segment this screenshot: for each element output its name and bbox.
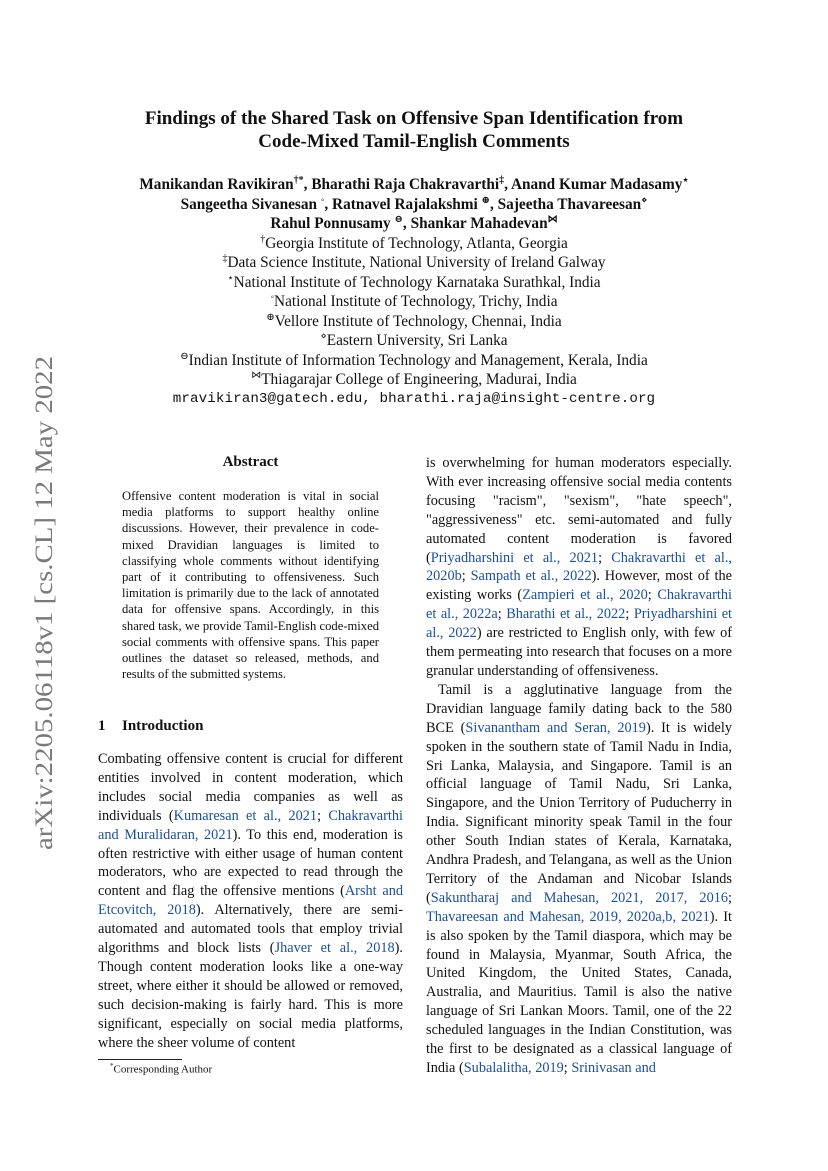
author-name: Anand Kumar Madasamy: [510, 176, 683, 193]
affiliation: [0, 234, 828, 254]
author-name: Ratnavel Rajalakshmi: [332, 195, 478, 213]
citation-link[interactable]: Thavareesan and Mahesan, 2019, 2020a,b, 2021: [426, 908, 710, 925]
affiliation: [0, 351, 828, 371]
citation-link[interactable]: Bharathi et al., 2022: [506, 606, 626, 623]
citation-link[interactable]: Kumaresan et al., 2021: [173, 807, 318, 824]
body-paragraph: [426, 454, 732, 681]
citation-link[interactable]: Sampath et al., 2022: [470, 568, 592, 585]
affiliation-mark: ⊕: [266, 311, 275, 323]
author-mark: ◦: [320, 194, 325, 206]
affiliation-text: Thiagarajar College of Engineering, Madurai, India: [261, 371, 577, 388]
affiliation-mark: ‡: [222, 252, 228, 264]
author-name: Manikandan Ravikiran: [139, 176, 294, 193]
footnote: [110, 1062, 212, 1076]
citation-link[interactable]: Arsht and Etcovitch, 2018: [98, 883, 403, 919]
affiliation-mark: ⋄: [320, 330, 327, 342]
affiliation-text: Georgia Institute of Technology, Atlanta, Georgia: [265, 234, 568, 252]
title-line-1: Findings of the Shared Task on Offensive Span Identification from: [144, 108, 684, 129]
body-text: ). To this end, moderation is often restrictive with either usage of human content moderators, who are expected to read through the content and flag the offensive mentions (: [98, 826, 403, 900]
author-block: [0, 175, 828, 409]
affiliation-mark: ⋆: [227, 272, 234, 284]
paper-title: [0, 107, 828, 153]
title-line-2: Code-Mixed Tamil-English Comments: [258, 131, 570, 152]
author-name: Rahul Ponnusamy: [270, 215, 391, 232]
citation-link[interactable]: Sivanantham and Seran, 2019: [465, 719, 646, 736]
abstract-text: Offensive content moderation is vital in social media platforms to support healthy online discussions. However, their prevalence in code-mixed Dravidian languages is limited to classifying whole comments without identifying part of it contributing to offensiveness. Such limitation is primarily due to the lack of annotated data for offensive spans. Accordingly, in this shared task, we provide Tamil-English code-mixed social comments with offensive spans. This paper outlines the dataset so released, methods, and results of the submitted systems.: [122, 489, 379, 682]
body-text: ;: [461, 568, 471, 585]
body-text: ;: [598, 549, 612, 566]
citation-link[interactable]: Srinivasan and: [571, 1060, 656, 1076]
citation-link[interactable]: Chakravarthi et al., 2022a: [426, 587, 732, 623]
citation-link[interactable]: Priyadharshini et al., 2022: [426, 606, 733, 642]
affiliation: [0, 253, 828, 273]
affiliation-mark: ⊖: [180, 350, 189, 362]
body-text: ). Though content moderation looks like a one-way street, where either it should be allowed or removed, such decision-making is fairly hard. This is more significant, especially on social media platforms, where the sheer volume of content: [98, 940, 403, 1051]
footnote-text: Corresponding Author: [113, 1063, 213, 1076]
body-text: ). It is also spoken by the Tamil diaspora, which may be found in Malaysia, Myanmar, South Africa, the United Kingdom, the United States, Canada, Australia, and Mauritius. Tamil is also the native language of Sri Lankan Moors. Tamil, one of the 22 scheduled languages in the Indian Constitution, was the first to be designated as a classical language of India (: [426, 908, 732, 1076]
author-name: Bharathi Raja Chakravarthi: [311, 176, 500, 193]
body-text: ;: [317, 807, 329, 824]
author-mark: ⊕: [481, 194, 491, 206]
arxiv-identifier: [20, 352, 60, 852]
affiliation-text: National Institute of Technology, Trichy, India: [274, 293, 558, 310]
affiliation-mark: †: [260, 233, 266, 245]
author-mark: ⋆: [682, 174, 689, 186]
affiliation-mark: ◦: [270, 291, 275, 303]
author-line-3: Rahul Ponnusamy ⊖, Shankar Mahadevan⋈: [270, 213, 558, 232]
author-mark: ⋈: [547, 213, 558, 225]
footnote-mark: *: [110, 1062, 114, 1070]
body-text: ). It is widely spoken in the southern state of Tamil Nadu in India, Sri Lanka, Malaysia, and Singapore. Tamil is an official language of Tamil Nadu, Sri Lanka, Singapore, and the Union Territory of Puducherry in India. Significant minority speak Tamil in the four other South Indian states of Kerala, Karnataka, Andhra Pradesh, and Telangana, as well as the Union Territory of the Andaman and Nicobar Islands (: [426, 719, 733, 906]
affiliation-text: Eastern University, Sri Lanka: [326, 332, 508, 349]
author-line-2: Sangeetha Sivanesan ◦, Ratnavel Rajalakshmi ⊕, Sajeetha Thavareesan⋄: [180, 194, 648, 213]
affiliation: [0, 292, 828, 312]
body-text: ;: [728, 889, 732, 906]
arxiv-id-text: arXiv:2205.06118v1 [cs.CL] 12 May 2022: [31, 421, 58, 850]
affiliation-text: Vellore Institute of Technology, Chennai, India: [274, 312, 562, 330]
affiliation-text: Data Science Institute, National University of Ireland Galway: [227, 254, 606, 271]
body-text: ). Alternatively, there are semi-automated and automated tools that employ trivial algorithms and block lists (: [98, 902, 403, 957]
body-text: Combating offensive content is crucial for different entities involved in content moderation, which includes social media companies as well as individuals (: [98, 751, 403, 824]
author-mark: ‡: [499, 174, 505, 186]
author-mark: ⋄: [641, 194, 648, 206]
affiliation-text: National Institute of Technology Karnataka Surathkal, India: [233, 273, 601, 291]
intro-paragraph: [98, 750, 403, 1053]
citation-link[interactable]: Jhaver et al., 2018: [274, 940, 395, 957]
intro-column: [98, 750, 403, 1053]
author-mark: ⊖: [394, 213, 403, 225]
author-name: Shankar Mahadevan: [410, 215, 548, 232]
author-name: Sajeetha Thavareesan: [497, 195, 642, 213]
citation-link[interactable]: Sakuntharaj and Mahesan, 2021, 2017, 2016: [430, 889, 729, 906]
section-heading-introduction: [98, 718, 203, 735]
citation-link[interactable]: Chakravarthi and Muralidaran, 2021: [98, 807, 403, 843]
body-text: ) are restricted to English only, with few of them permeating into research that focuses on a more granular understanding of offensiveness.: [426, 625, 732, 679]
section-number: 1: [98, 718, 106, 734]
affiliation-text: Indian Institute of Information Technology and Management, Kerala, India: [188, 351, 648, 369]
author-mark: †*: [293, 174, 304, 186]
citation-link[interactable]: Subalalitha, 2019: [463, 1060, 564, 1076]
right-column: [426, 454, 732, 1078]
footnote-divider: [98, 1059, 182, 1060]
affiliation: [0, 331, 828, 351]
affiliation: [0, 273, 828, 293]
body-text: ). However, most of the existing works (: [426, 568, 732, 604]
author-name: Sangeetha Sivanesan: [180, 195, 317, 213]
affiliation: [0, 370, 828, 390]
body-text: ;: [647, 587, 658, 604]
body-text: ;: [563, 1060, 572, 1076]
citation-link[interactable]: Priyadharshini et al., 2021: [430, 549, 599, 566]
author-emails[interactable]: mravikiran3@gatech.edu, bharathi.raja@insight-centre.org: [172, 390, 656, 407]
body-text: ;: [497, 606, 507, 623]
abstract-heading: Abstract: [222, 454, 279, 470]
citation-link[interactable]: Zampieri et al., 2020: [522, 587, 648, 604]
affiliation: [0, 312, 828, 332]
body-text: Tamil is a agglutinative language from the Dravidian language family dating back to the 580 BCE (: [426, 681, 732, 736]
affiliation-mark: ⋈: [251, 369, 262, 381]
citation-link[interactable]: Chakravarthi et al., 2020b: [426, 549, 732, 585]
body-text: ;: [625, 606, 634, 623]
section-title: Introduction: [122, 718, 204, 734]
author-line-1: Manikandan Ravikiran†*, Bharathi Raja Chakravarthi‡, Anand Kumar Madasamy⋆: [139, 174, 689, 193]
body-text: is overwhelming for human moderators especially. With ever increasing offensive social media contents focusing "racism", "sexism", "hate speech", "aggressiveness" etc. semi-automated and fully automated content moderation is favored (: [426, 455, 732, 566]
body-paragraph: [426, 681, 732, 1078]
